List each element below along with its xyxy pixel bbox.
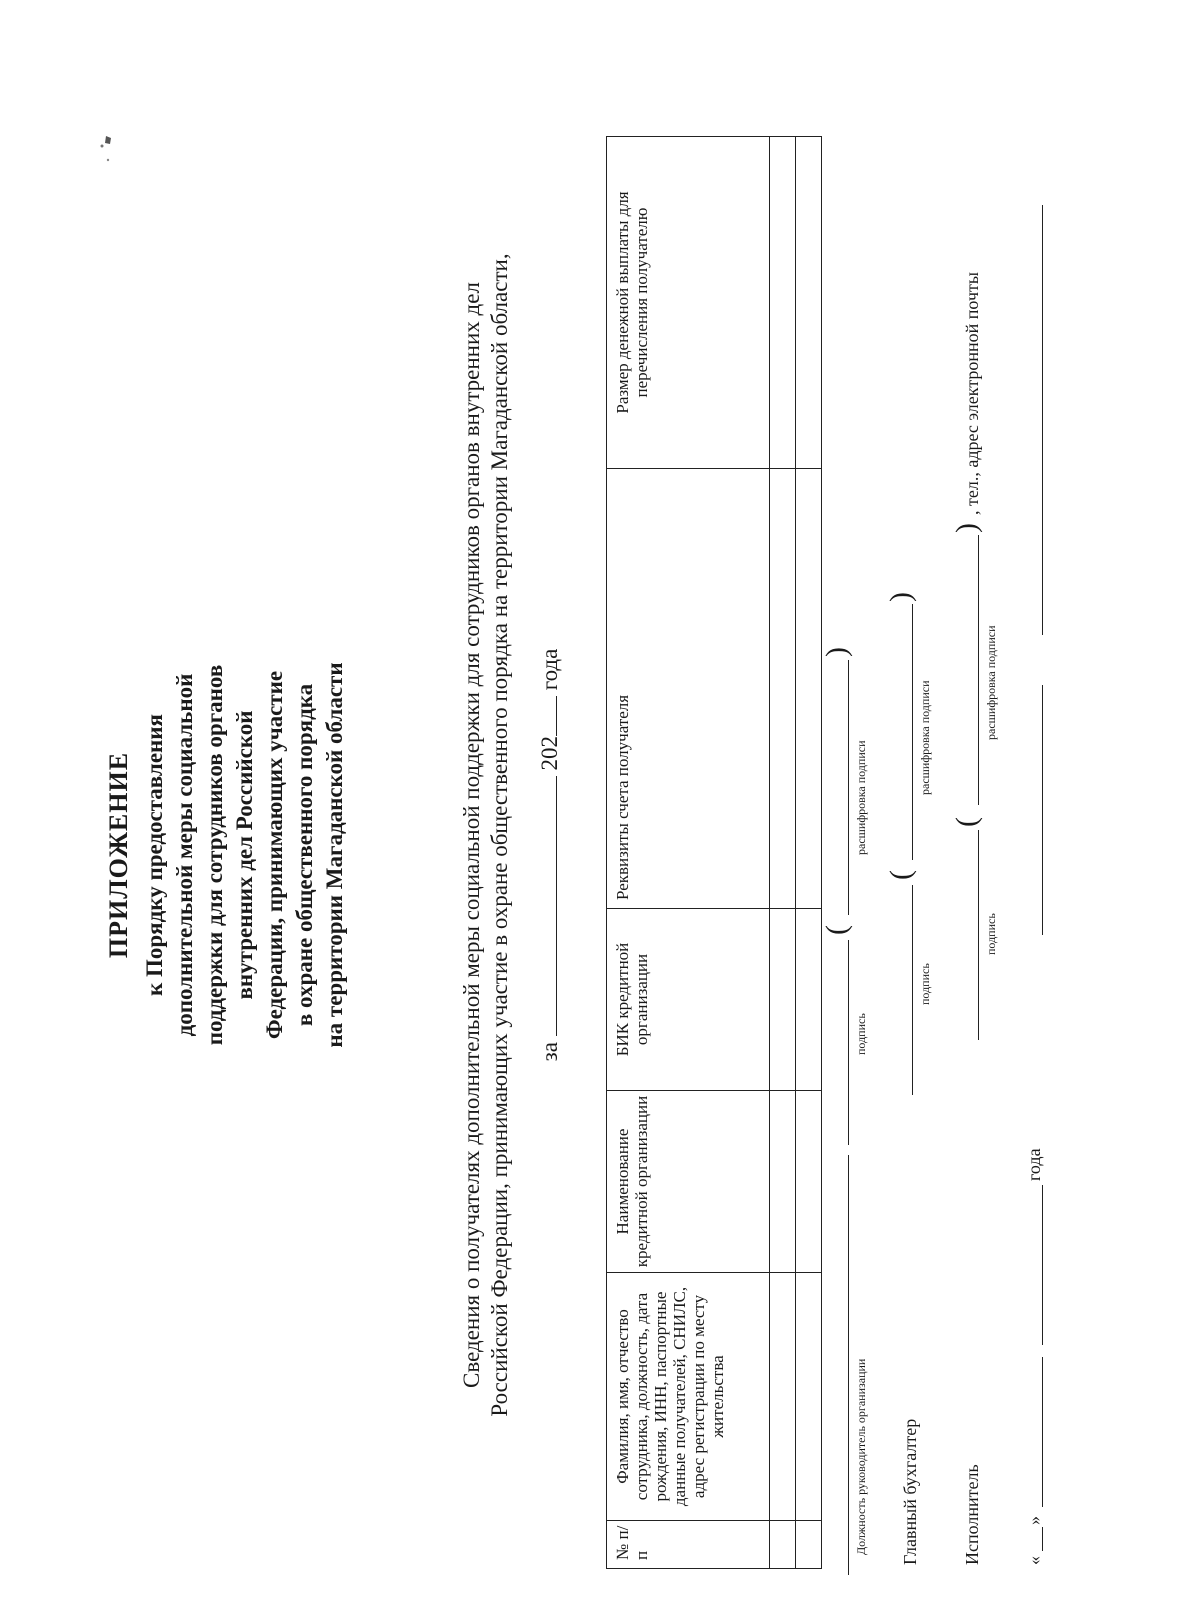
table-cell[interactable] (770, 1521, 796, 1569)
period-year-blank (534, 696, 557, 736)
close-paren: ) (950, 523, 983, 533)
table-cell[interactable] (770, 469, 796, 909)
appendix-line: в охране общественного порядка (292, 683, 317, 1027)
appendix-line: внутренних дел Российской (232, 710, 257, 1000)
date-day-blank (1042, 1527, 1043, 1551)
reporting-period (534, 115, 564, 1595)
appendix-line: к Порядку предоставления (142, 714, 167, 996)
table-cell[interactable] (796, 1273, 822, 1521)
head-signature-caption: подпись (854, 1013, 868, 1055)
head-position-caption: Должность руководитель организации (854, 1358, 868, 1555)
date-open-quote: « (1024, 1556, 1044, 1565)
contact-blank-line (1042, 685, 1043, 935)
table-cell[interactable] (796, 909, 822, 1091)
period-month-blank (534, 776, 557, 1036)
accountant-signature-line (912, 885, 913, 1095)
column-header-recipient: Фамилия, имя, отчество сотрудника, должность, дата рождения, ИНН, паспортные данные получателей, СНИЛС, адрес регистрации по месту жительства (607, 1273, 770, 1521)
head-signature-line (848, 940, 849, 1145)
executor-signature-line (978, 830, 979, 1040)
executor-signature-caption: подпись (984, 913, 998, 955)
open-paren: ( (950, 817, 983, 827)
column-header-bank-name: Наименование кредитной организации (607, 1091, 770, 1273)
document-title-line: Сведения о получателях дополнительной меры социальной поддержки для сотрудников органов внутренних дел (459, 282, 484, 1388)
table-cell[interactable] (770, 1273, 796, 1521)
accountant-decoding-caption: расшифровка подписи (918, 680, 932, 795)
appendix-line: на территории Магаданской области (322, 662, 347, 1048)
table-cell[interactable] (796, 469, 822, 909)
head-decoding-caption: расшифровка подписи (854, 740, 868, 855)
table-cell[interactable] (770, 137, 796, 469)
date-year-blank (1042, 1185, 1043, 1345)
head-decoding-line (848, 660, 849, 915)
column-header-account: Реквизиты счета получателя (607, 469, 770, 909)
accountant-signature-caption: подпись (918, 963, 932, 1005)
recipients-table (606, 136, 822, 1569)
date-suffix: года (1024, 1148, 1044, 1181)
table-cell[interactable] (770, 909, 796, 1091)
open-paren: ( (820, 925, 853, 935)
date-month-blank (1042, 1357, 1043, 1507)
executor-decoding-caption: расшифровка подписи (984, 625, 998, 740)
head-position-line (848, 1155, 849, 1575)
accountant-decoding-line (912, 604, 913, 860)
period-suffix: года (537, 648, 562, 691)
column-header-bik: БИК кредитной организации (607, 909, 770, 1091)
document-title (458, 115, 514, 1555)
chief-accountant-label: Главный бухгалтер (900, 1418, 920, 1565)
table-cell[interactable] (796, 1091, 822, 1273)
column-header-number: № п/п (607, 1521, 770, 1569)
appendix-line: Федерации, принимающих участие (262, 670, 287, 1040)
close-paren: ) (820, 647, 853, 657)
appendix-block (104, 115, 350, 1595)
rotated-form-page (12, 15, 1192, 1595)
table-cell[interactable] (796, 1521, 822, 1569)
document-title-line: Российской Федерации, принимающих участие в охране общественного порядка на территории Магаданской области, (487, 253, 512, 1417)
open-paren: ( (884, 870, 917, 880)
executor-label: Исполнитель (962, 1464, 982, 1565)
appendix-line: дополнительной меры социальной (172, 673, 197, 1037)
column-header-amount: Размер денежной выплаты для перечисления получателю (607, 137, 770, 469)
date-close-quote: » (1024, 1516, 1044, 1525)
appendix-line: поддержки для сотрудников органов (202, 664, 227, 1046)
close-paren: ) (884, 592, 917, 602)
executor-decoding-line (978, 535, 979, 805)
table-cell[interactable] (770, 1091, 796, 1273)
executor-contact-caption: , тел., адрес электронной почты (962, 272, 982, 515)
table-row (770, 137, 796, 1569)
period-year: 202 (537, 736, 562, 771)
table-cell[interactable] (796, 137, 822, 469)
contact-blank-line (1042, 205, 1043, 635)
period-prefix: за (537, 1042, 562, 1062)
table-header-row (607, 137, 770, 1569)
table-row (796, 137, 822, 1569)
appendix-heading: ПРИЛОЖЕНИЕ (104, 751, 133, 959)
